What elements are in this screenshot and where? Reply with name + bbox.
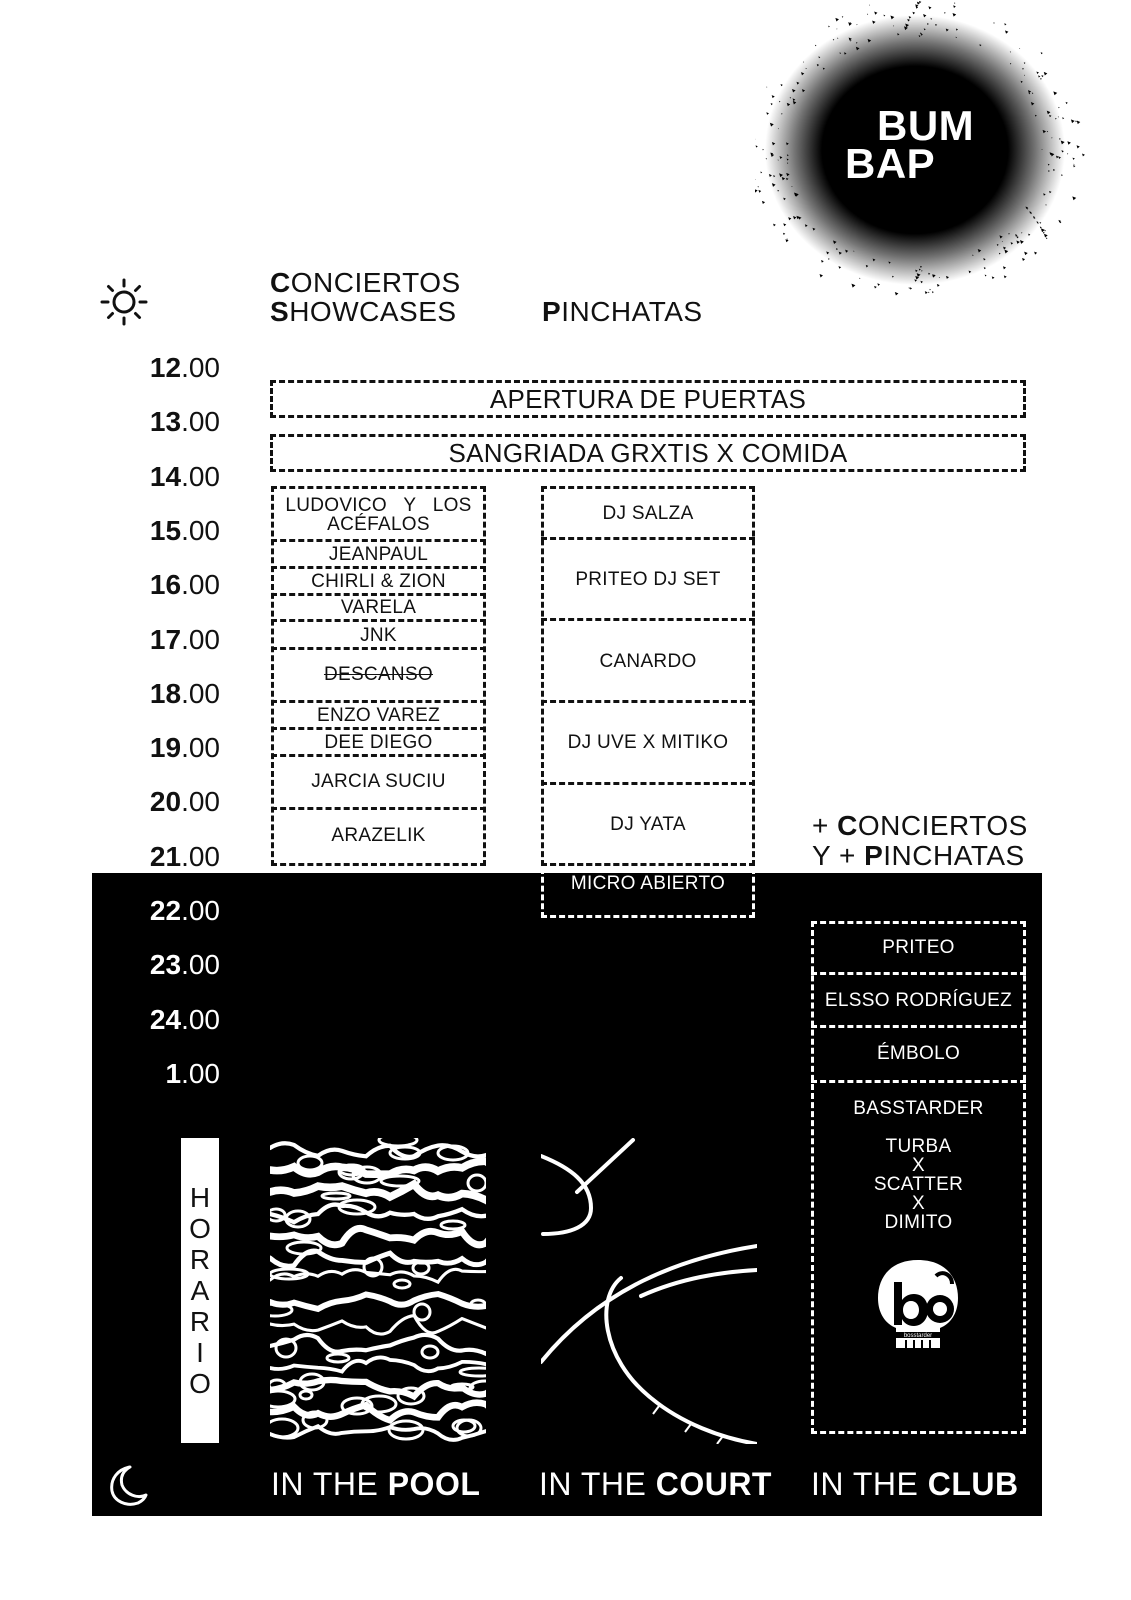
court-act-priteo: PRITEO DJ SET [575, 569, 721, 590]
pool-act-enzo: ENZO VAREZ [317, 705, 440, 726]
club-act-elsso: ELSSO RODRÍGUEZ [824, 990, 1013, 1011]
pool-act-jarcia: JARCIA SUCIU [311, 771, 446, 792]
pool-act-acefalos: ACÉFALOS [327, 514, 430, 535]
time-label: 23.00 [149, 949, 220, 980]
club-act-scatter: SCATTER [873, 1174, 964, 1195]
pool-divider [271, 700, 486, 703]
moon-icon [104, 1463, 148, 1507]
pool-divider [271, 647, 486, 650]
time-label: 17.00 [149, 624, 220, 655]
event-sangriada: SANGRIADA GRXTIS X COMIDA [270, 434, 1026, 472]
club-act-turba: TURBA [885, 1136, 952, 1157]
pool-divider [271, 593, 486, 596]
pool-act-arazelik: ARAZELIK [331, 825, 426, 846]
time-label: 15.00 [149, 515, 220, 546]
time-label: 22.00 [149, 895, 220, 926]
court-divider [541, 863, 755, 866]
footer-club: IN THE CLUB [811, 1466, 1019, 1502]
horario-letter: H [189, 1182, 211, 1213]
pool-act-chirli: CHIRLI & ZION [311, 571, 446, 592]
horario-letter: I [196, 1337, 204, 1368]
pool-act-descanso: DESCANSO [323, 664, 434, 685]
header-club-plus [812, 811, 1042, 871]
time-label: 14.00 [149, 461, 220, 492]
court-divider [541, 537, 755, 540]
time-label: 24.00 [149, 1004, 220, 1035]
water-ripples-icon [270, 1138, 486, 1444]
pool-divider [271, 727, 486, 730]
horario-letter: A [190, 1275, 210, 1306]
header-pinchatas: PINCHATAS [542, 296, 703, 327]
header-club-line-2: Y + PINCHATAS [812, 840, 1025, 871]
logo-line-1: BUM [877, 102, 975, 149]
pool-divider [271, 754, 486, 757]
logo-line-2: BAP [845, 140, 936, 187]
club-act-embolo: ÉMBOLO [876, 1043, 961, 1064]
club-act-x1: X [912, 1155, 925, 1176]
pool-act-jnk: JNK [360, 625, 397, 646]
pool-divider [271, 539, 486, 542]
skull-text: bosstarder [903, 1333, 933, 1339]
court-act-micro [541, 868, 755, 918]
time-label: 20.00 [149, 786, 220, 817]
club-act-dimito: DIMITO [884, 1212, 953, 1233]
club-act-x2: X [912, 1193, 925, 1214]
sun-icon [100, 278, 148, 326]
header-conciertos: CONCIERTOS [270, 267, 461, 298]
court-act-uve: DJ UVE X MITIKO [567, 732, 729, 753]
court-act-salza: DJ SALZA [602, 503, 694, 524]
horario-letter: R [189, 1244, 211, 1275]
time-label: 21.00 [149, 841, 220, 872]
pool-act-varela: VARELA [340, 597, 417, 618]
court-divider [541, 782, 755, 785]
footer-pool: IN THE POOL [271, 1466, 481, 1502]
court-divider [541, 618, 755, 621]
header-club-line-1: + CONCIERTOS [812, 810, 1028, 841]
time-label: 16.00 [149, 569, 220, 600]
court-act-yata: DJ YATA [610, 814, 686, 835]
horario-letter: O [189, 1368, 211, 1399]
court-lines-icon [541, 1138, 757, 1444]
header-showcases: SHOWCASES [270, 296, 457, 327]
time-label: 19.00 [149, 732, 220, 763]
pool-divider [271, 566, 486, 569]
time-label: 12.00 [149, 352, 220, 383]
horario-banner [181, 1138, 219, 1443]
court-act-canardo: CANARDO [599, 651, 697, 672]
time-label: 18.00 [149, 678, 220, 709]
court-divider [541, 700, 755, 703]
footer-court: IN THE COURT [539, 1466, 772, 1502]
club-act-priteo: PRITEO [882, 937, 955, 958]
court-schedule [541, 486, 755, 866]
pool-act-jeanpaul: JEANPAUL [328, 544, 429, 565]
club-divider [811, 1025, 1026, 1028]
event-apertura: APERTURA DE PUERTAS [270, 380, 1026, 418]
pool-divider [271, 807, 486, 810]
horario-letter: O [189, 1213, 211, 1244]
pool-act-ludovico: LUDOVICO Y LOS [285, 495, 472, 516]
court-act-micro-label: MICRO ABIERTO [570, 873, 726, 894]
club-divider [811, 972, 1026, 975]
horario-letter: R [189, 1306, 211, 1337]
club-divider [811, 1080, 1026, 1083]
time-label: 1.00 [165, 1058, 220, 1089]
pool-act-dee: DEE DIEGO [324, 732, 433, 753]
time-label: 13.00 [149, 406, 220, 437]
bum-bap-logo [755, 0, 1085, 310]
skull-icon [872, 1256, 964, 1356]
pool-divider [271, 619, 486, 622]
club-act-basstarder: BASSTARDER [853, 1098, 984, 1119]
